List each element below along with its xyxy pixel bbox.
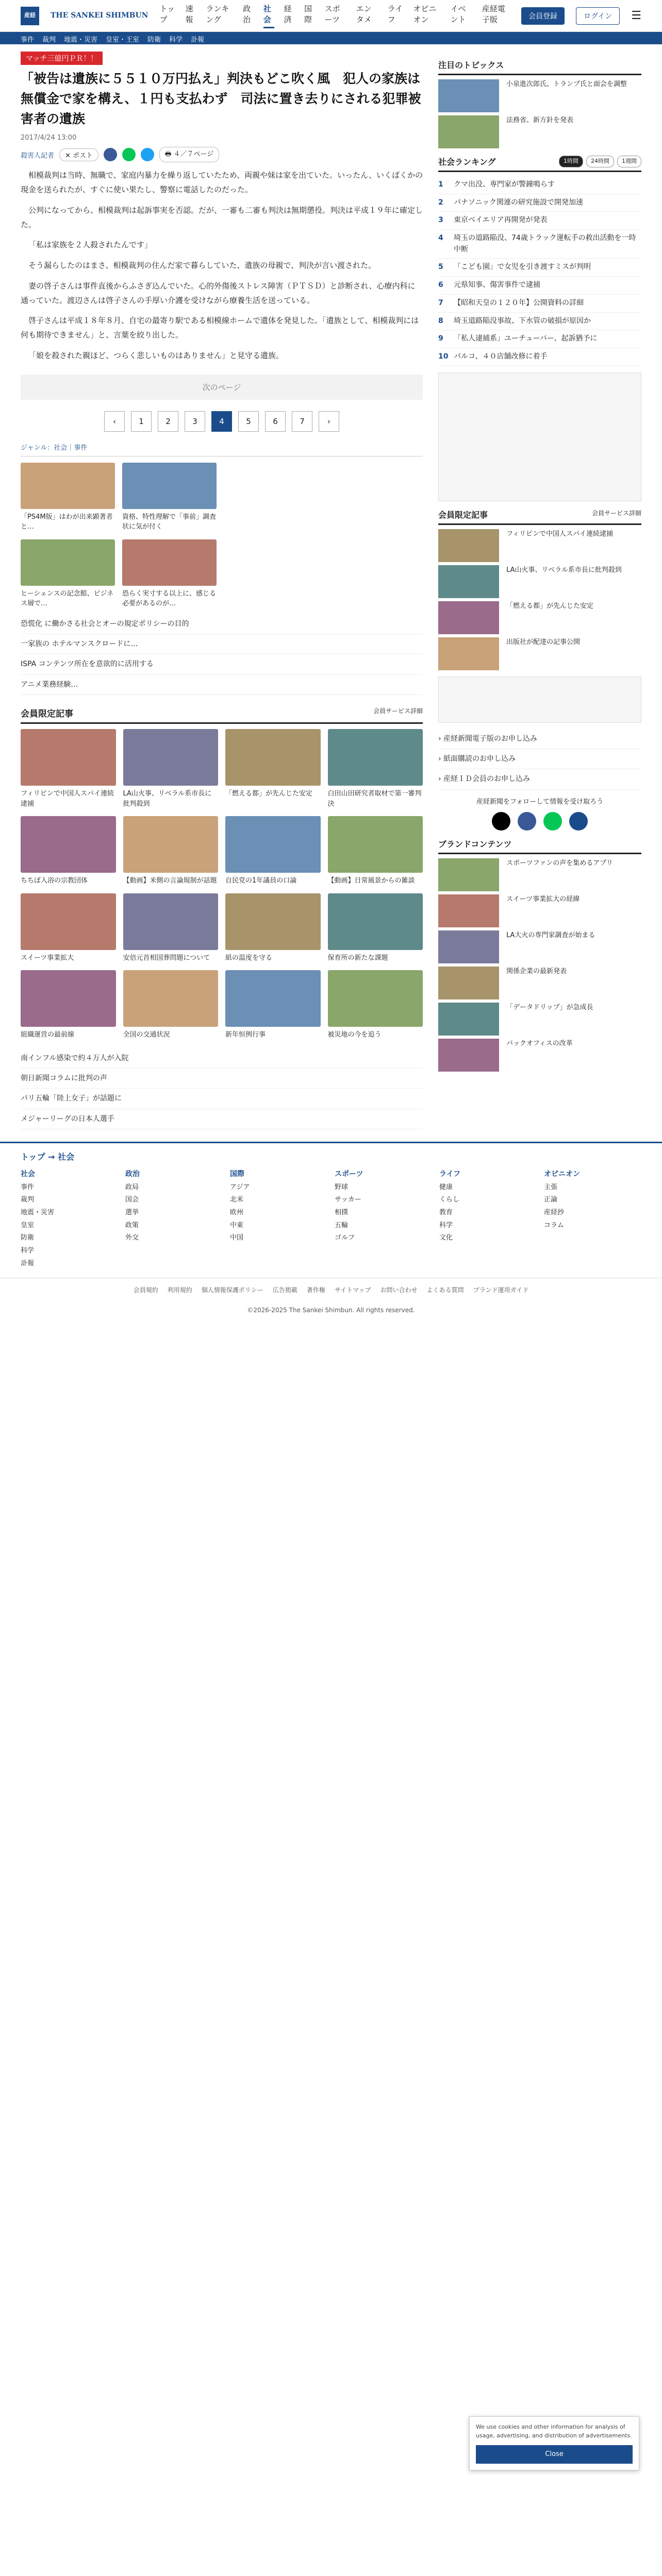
side-member-item[interactable]: [438, 565, 641, 598]
member-card-title: 組織運営の最前線: [21, 1031, 75, 1039]
footer-column: [21, 1167, 118, 1270]
member-card-image: [225, 970, 321, 1027]
footer-column-link[interactable]: コラム: [544, 1221, 564, 1229]
text-item-link[interactable]: メジャーリーグの日本人選手: [21, 1109, 423, 1129]
brand-item[interactable]: [438, 930, 641, 963]
related-card[interactable]: [21, 539, 115, 609]
footer-column-link[interactable]: 政局: [125, 1183, 139, 1191]
side-member-item[interactable]: [438, 601, 641, 634]
brand-item[interactable]: [438, 1003, 641, 1036]
ranking-item[interactable]: [438, 277, 641, 295]
footer-column-link[interactable]: アジア: [230, 1183, 250, 1191]
ranking-title: 東京ベイエリア再開発が発表: [454, 216, 548, 225]
member-card-image: [21, 893, 116, 950]
article-tag: マッチ三億円ＰＲ！！: [21, 52, 103, 65]
article-date: 2017/4/24 13:00: [21, 134, 77, 142]
footer-column-link[interactable]: ゴルフ: [335, 1234, 355, 1242]
main-nav: [159, 3, 510, 28]
member-card-title: 自民党の1年議員の口論: [225, 877, 297, 885]
subnav-item-2[interactable]: 地震・災害: [64, 36, 98, 44]
text-items: [21, 1048, 423, 1130]
ranking-item[interactable]: [438, 259, 641, 277]
article-paragraph: そう漏らしたのはまさ、相模裁判の住んだ家で暮らしていた、遺族の母親で、判決が言い渡された。: [28, 261, 376, 270]
footer-column: [125, 1167, 223, 1270]
subscription-links: [438, 729, 641, 790]
brand-title: スイーツ事業拡大の経緯: [506, 895, 580, 903]
footer-column: [335, 1167, 432, 1270]
page-link[interactable]: 4: [211, 411, 232, 432]
brand-item[interactable]: [438, 894, 641, 927]
subscription-link[interactable]: › 産経ＩＤ会員のお申し込み: [438, 769, 641, 789]
footer-breadcrumb[interactable]: トップ → 社会: [21, 1152, 75, 1162]
cookie-banner: [469, 2416, 639, 2470]
page-link[interactable]: ›: [319, 411, 339, 432]
footer-column-link[interactable]: 正論: [544, 1196, 558, 1204]
page-link[interactable]: 7: [292, 411, 312, 432]
author[interactable]: 殺害人記者: [21, 151, 55, 160]
member-card-title: 新年恒例行事: [225, 1031, 266, 1039]
member-card-title: 「燃える都」が先んじた安定: [225, 790, 313, 798]
article-paragraph: 妻の啓子さんは事件直後からふさぎ込んでいた。心的外傷後ストレス障害（ＰＴＳＤ）と診断され、心療内科に通っていた。渡辺さんは啓子さんの手厚い介護を受けながら療養生活を送っている。: [21, 281, 416, 305]
footer-column-link[interactable]: 五輪: [335, 1221, 349, 1229]
footer-column-link[interactable]: 中東: [230, 1221, 244, 1229]
brand-image: [438, 967, 499, 999]
brand-image: [438, 858, 499, 891]
footer-column-head[interactable]: 政治: [125, 1170, 140, 1179]
nav-item-9[interactable]: ライフ: [387, 4, 403, 24]
ranking-number: 5: [438, 263, 443, 272]
nav-item-10[interactable]: オピニオン: [413, 4, 437, 24]
side-member-title: フィリピンで中国人スパイ連続逮捕: [506, 530, 613, 538]
related-tiles: [21, 463, 217, 609]
side-member-image: [438, 637, 499, 670]
member-card[interactable]: [328, 729, 423, 809]
ranking-title: パナソニック関連の研究施設で開発加速: [454, 198, 584, 207]
subnav-item-1[interactable]: 裁判: [42, 36, 56, 44]
member-card-image: [225, 816, 321, 873]
footer-link[interactable]: サイトマップ: [334, 1286, 371, 1294]
footer-column-link[interactable]: 教育: [439, 1209, 453, 1217]
brand-image: [438, 1003, 499, 1036]
footer-column-link[interactable]: 北米: [230, 1196, 244, 1204]
page-link[interactable]: 5: [238, 411, 259, 432]
member-card[interactable]: [21, 970, 116, 1040]
footer-link[interactable]: よくある質問: [426, 1286, 464, 1294]
members-section-title: 会員限定記事: [21, 709, 73, 720]
top-news-title: 小泉進次郎氏、トランプ氏と面会を調整: [506, 80, 627, 88]
ranking-tabs: [559, 156, 641, 167]
footer-column-link[interactable]: 外交: [125, 1234, 139, 1242]
related-title: 資格、特性理解で「事前」調査状に気が付く: [122, 513, 217, 531]
ranking-title: 「こども園」で女児を引き渡すミスが判明: [454, 263, 591, 272]
footer-column-link[interactable]: 文化: [439, 1234, 453, 1242]
member-card-title: 【動画】米側の言論規制が話題: [123, 877, 217, 885]
post-button[interactable]: ✕ ポスト: [59, 148, 98, 161]
side-member-image: [438, 529, 499, 562]
footer-link[interactable]: 会員規約: [133, 1286, 158, 1294]
related-card[interactable]: [21, 463, 115, 532]
side-member-title: LA山火事、リベラル系市長に批判殺到: [506, 566, 622, 574]
footer-column-link[interactable]: 防衛: [21, 1234, 35, 1242]
member-card-title: ちちぼ入浴の宗教団体: [21, 877, 88, 885]
top-news-title: 注目のトピックス: [438, 60, 504, 70]
member-card-grid: [21, 729, 423, 1040]
subscribe-button[interactable]: 会員登録: [521, 7, 565, 25]
member-card-image: [123, 729, 219, 786]
related-title: 「PS4M版」はわが出来顕著者と…: [21, 513, 113, 531]
footer-link[interactable]: 個人情報保護ポリシー: [201, 1286, 263, 1294]
footer-column-link[interactable]: 選挙: [125, 1209, 139, 1217]
footer-link[interactable]: 広告掲載: [272, 1286, 297, 1294]
member-card-image: [328, 893, 423, 950]
related-text-link[interactable]: ISPA コンテンツ所在を意欲的に活用する: [21, 654, 423, 674]
side-member-item[interactable]: [438, 637, 641, 670]
cookie-close-button[interactable]: Close: [476, 2445, 633, 2464]
footer-column-link[interactable]: 科学: [439, 1221, 453, 1229]
brand-item[interactable]: [438, 1039, 641, 1072]
related-image: [122, 463, 217, 509]
subscription-link[interactable]: › 産経新聞電子版のお申し込み: [438, 729, 641, 749]
nav-item-11[interactable]: イベント: [450, 4, 466, 24]
footer-column-link[interactable]: 国会: [125, 1196, 139, 1204]
footer-link[interactable]: 著作権: [306, 1286, 325, 1294]
footer-column-link[interactable]: 欧州: [230, 1209, 244, 1217]
footer-column-link[interactable]: 中国: [230, 1234, 244, 1242]
related-text-link[interactable]: 恐慌化 に働かさる社会とオーの規定ポリシーの目的: [21, 614, 423, 634]
footer-column-link[interactable]: サッカー: [335, 1196, 361, 1204]
member-card[interactable]: [123, 729, 219, 809]
ranking-number: 8: [438, 316, 443, 325]
cookie-text: We use cookies and other information for analysis of usage, advertising, and distribution of advertisements.: [476, 2424, 632, 2439]
page-link[interactable]: 3: [185, 411, 205, 432]
pagination: [21, 411, 423, 432]
footer-column-link[interactable]: 主張: [544, 1183, 558, 1191]
top-news-item[interactable]: [438, 79, 641, 112]
ranking-header: [438, 156, 641, 172]
sankei-icon[interactable]: [569, 812, 588, 831]
related-text-link[interactable]: アニメ業務経験…: [21, 675, 423, 695]
ranking-number: 4: [438, 234, 443, 243]
ranking-item[interactable]: [438, 230, 641, 259]
ranking-title: 元県知事、傷害事件で逮捕: [454, 281, 540, 290]
side-member-item[interactable]: [438, 529, 641, 562]
footer-column-link[interactable]: くらし: [439, 1196, 460, 1204]
member-card-image: [123, 970, 219, 1027]
follow-icons: [438, 812, 641, 831]
members-section-more[interactable]: 会員サービス詳細: [373, 707, 423, 715]
ranking-title: 埼玉の道路陥没、74歳トラック運転手の救出活動を一時中断: [454, 234, 636, 253]
text-item-link[interactable]: パリ五輪「陸上女子」が話題に: [21, 1089, 423, 1109]
member-card[interactable]: [328, 970, 423, 1040]
member-card[interactable]: [328, 816, 423, 886]
ranking-title: クマ出没、専門家が警鐘鳴らす: [454, 180, 555, 189]
ranking-number: 7: [438, 298, 443, 307]
page-link[interactable]: 1: [131, 411, 152, 432]
nav-item-4[interactable]: 社会: [263, 3, 275, 28]
footer-column-link[interactable]: 裁判: [21, 1196, 35, 1204]
menu-icon[interactable]: ☰: [631, 9, 641, 22]
nav-item-7[interactable]: スポーツ: [324, 4, 340, 24]
ranking-item[interactable]: [438, 313, 641, 331]
ranking-number: 10: [438, 352, 449, 361]
brand-title: スポーツファンの声を集めるアプリ: [506, 859, 613, 867]
member-card-image: [328, 816, 423, 873]
member-card-image: [328, 970, 423, 1027]
ad-slot-2[interactable]: [438, 676, 641, 723]
member-card-title: 被災地の今を追う: [327, 1031, 382, 1039]
member-card-title: スイーツ事業拡大: [21, 954, 74, 962]
member-card-image: [328, 729, 423, 786]
ranking-item[interactable]: [438, 212, 641, 230]
top-news-list: [438, 79, 641, 148]
side-members-title: 会員限定記事: [438, 510, 488, 520]
nav-item-8[interactable]: エンタメ: [356, 4, 372, 24]
subnav-item-6[interactable]: 訃報: [191, 36, 205, 44]
article-paragraph: 啓子さんは平成１８年８月、自宅の最寄り駅である相模線ホームで遺体を発見した。「遺族として、相模裁判には何も期待できません」と、言葉を絞り出した。: [21, 316, 419, 340]
ranking-tab[interactable]: 24時間: [586, 156, 614, 167]
subnav-item-3[interactable]: 皇室・王室: [106, 36, 140, 44]
ranking-number: 2: [438, 198, 443, 207]
member-card-title: 全国の交通状況: [123, 1031, 170, 1039]
nav-item-3[interactable]: 政治: [243, 4, 251, 24]
article-paragraph: 相模裁判は当時、無職で、家庭内暴力を繰り返していたため、両親や妹は家を出ていた。いったん、いくばくかの現金を送られたが、すぐに使い果たし、警察に電話したのだった。: [21, 171, 423, 194]
next-page-button[interactable]: 次のページ: [21, 375, 423, 400]
page-link[interactable]: ‹: [104, 411, 125, 432]
footer-column-head[interactable]: ライフ: [439, 1170, 461, 1179]
member-card[interactable]: [123, 893, 219, 963]
facebook-icon[interactable]: [104, 148, 117, 161]
footer-column-link[interactable]: 野球: [335, 1183, 349, 1191]
nav-item-2[interactable]: ランキング: [206, 4, 229, 24]
ranking-title: 社会ランキング: [438, 157, 496, 167]
follow-title: 産経新聞をフォローして情報を受け取ろう: [476, 798, 604, 806]
ranking-number: 1: [438, 180, 443, 189]
member-card[interactable]: [123, 816, 219, 886]
share-bar: [21, 147, 423, 162]
brand-title: ブランドコンテンツ: [438, 839, 512, 849]
subnav-item-4[interactable]: 防衛: [147, 36, 161, 44]
brand-item[interactable]: [438, 858, 641, 891]
footer-column-head[interactable]: 国際: [230, 1170, 244, 1179]
ranking-item[interactable]: [438, 330, 641, 348]
nav-item-1[interactable]: 速報: [185, 4, 193, 24]
side-members-list: [438, 529, 641, 670]
member-card-title: フィリピンで中国人スパイ連続逮捕: [21, 790, 114, 808]
related-title: 恐らく実寸する以上に、感じる必要があるのが…: [122, 589, 217, 607]
footer-column-head[interactable]: 社会: [21, 1170, 35, 1179]
ranking-item[interactable]: [438, 348, 641, 366]
top-news-item[interactable]: [438, 115, 641, 148]
nav-item-6[interactable]: 国際: [304, 4, 312, 24]
footer-link[interactable]: 利用規約: [167, 1286, 192, 1294]
brand-image: [438, 930, 499, 963]
ad-slot[interactable]: [438, 372, 641, 501]
side-member-image: [438, 565, 499, 598]
footer-column-link[interactable]: 相撲: [335, 1209, 349, 1217]
brand-title: パックオフィスの改革: [506, 1039, 573, 1047]
member-card[interactable]: [225, 970, 321, 1040]
member-card-image: [123, 816, 219, 873]
article-paragraph: 公判になってから、相模裁判は起訴事実を否認。だが、一審も二審も判決は無期懲役。判決は平成１９年に確定した。: [21, 205, 423, 229]
side-members-header: [438, 509, 641, 525]
subnav-item-5[interactable]: 科学: [169, 36, 183, 44]
article-column: [21, 52, 423, 1129]
member-card[interactable]: [123, 970, 219, 1040]
related-image: [21, 539, 115, 586]
ranking-tab[interactable]: 1時間: [559, 156, 583, 167]
top-news-header: [438, 59, 641, 75]
ranking-title: 「私人逮捕系」ユーチューバー、起訴猶予に: [454, 334, 598, 343]
article-paragraph: 「娘を殺された親ほど、つらく悲しいものはありません」と見守る遺族。: [28, 350, 284, 360]
footer-link[interactable]: ブランド運用ガイド: [473, 1286, 529, 1294]
facebook-icon[interactable]: [518, 812, 536, 831]
footer-nav: [0, 1142, 662, 1277]
footer-column-head[interactable]: スポーツ: [335, 1170, 363, 1179]
member-card[interactable]: [225, 816, 321, 886]
copyright: ©2026-2025 The Sankei Shimbun. All rights reserved.: [247, 1306, 415, 1314]
member-card-title: 白田山田研究者取材で第一審判決: [327, 790, 422, 808]
subscription-link[interactable]: › 紙面購読のお申し込み: [438, 749, 641, 769]
side-member-title: 出版社が配達の記事公開: [506, 638, 581, 646]
member-card[interactable]: [328, 893, 423, 963]
brand-title: LA大火の専門家調査が始まる: [506, 931, 595, 939]
article-body: [21, 168, 423, 363]
brand-image: [438, 1039, 499, 1072]
member-card-image: [21, 816, 116, 873]
brand-title: 関係企業の最新発表: [506, 967, 567, 975]
footer-column-link[interactable]: 科学: [21, 1247, 35, 1255]
member-card[interactable]: [21, 893, 116, 963]
nav-item-5[interactable]: 経済: [284, 4, 292, 24]
logo-text: THE SANKEI SHIMBUN: [51, 11, 148, 20]
print-button[interactable]: 🖶 ４／７ページ: [159, 147, 219, 162]
side-member-image: [438, 601, 499, 634]
article-paragraph: 「私は家族を２人殺されたんです」: [28, 240, 153, 250]
member-card[interactable]: [21, 816, 116, 886]
footer-column: [439, 1167, 537, 1270]
member-card[interactable]: [225, 893, 321, 963]
top-news-title: 法務省、新方針を発表: [506, 116, 574, 124]
side-members-more[interactable]: 会員サービス詳細: [591, 509, 641, 517]
member-card-image: [21, 729, 116, 786]
ranking-item[interactable]: [438, 176, 641, 194]
footer-links: [0, 1278, 662, 1301]
related-text-link[interactable]: 一家族の ホテルマンスクロードに…: [21, 634, 423, 654]
related-text: [21, 614, 423, 696]
text-item-link[interactable]: 南インフル感染で約４万人が入院: [21, 1048, 423, 1069]
member-card-image: [123, 893, 219, 950]
ranking-title: 【昭和天皇の１２０年】公開資料の詳細: [454, 298, 584, 307]
brand-image: [438, 894, 499, 927]
side-member-title: 「燃える都」が先んじた安定: [506, 602, 594, 610]
member-card-title: LA山火事、リベラル系市長に批判殺到: [123, 790, 212, 808]
top-news-image: [438, 115, 499, 148]
member-card-title: 保育所の新たな課題: [327, 954, 388, 962]
member-card-title: 安倍元首相国葬問題について: [123, 954, 210, 962]
ranking-tab[interactable]: 1週間: [617, 156, 641, 167]
brand-list: [438, 858, 641, 1072]
line-icon[interactable]: [543, 812, 562, 831]
footer-columns: [21, 1167, 641, 1270]
x-icon[interactable]: [492, 812, 510, 831]
member-card-image: [225, 729, 321, 786]
article-title: 「被告は遺族に５５１０万円払え」判決もどこ吹く風 犯人の家族は無償金で家を構え、１円も支払わず 司法に置き去りにされる犯罪被害者の遺族: [21, 71, 421, 126]
line-icon[interactable]: [122, 148, 136, 161]
share-icon[interactable]: [141, 148, 154, 161]
member-card[interactable]: [225, 729, 321, 809]
subnav-item-0[interactable]: 事件: [21, 36, 35, 44]
footer-column: [544, 1167, 641, 1270]
footer-column-link[interactable]: 健康: [439, 1183, 453, 1191]
related-image: [122, 539, 217, 586]
footer-column-link[interactable]: 皇室: [21, 1221, 35, 1229]
nav-item-0[interactable]: トップ: [159, 4, 175, 24]
site-header: [0, 0, 662, 32]
ranking-title: 埼玉道路陥没事故、下水管の破損が原因か: [454, 316, 591, 325]
page-link[interactable]: 6: [265, 411, 286, 432]
footer-column-link[interactable]: 地震・災害: [21, 1209, 55, 1217]
text-item-link[interactable]: 朝日新聞コラムに批判の声: [21, 1069, 423, 1089]
member-card-title: 紙の温度を守る: [225, 954, 273, 962]
brand-title: 「データドリップ」が急成長: [506, 1003, 593, 1011]
top-news-image: [438, 79, 499, 112]
page-link[interactable]: 2: [158, 411, 178, 432]
sub-nav: [0, 32, 662, 44]
ranking-item[interactable]: [438, 295, 641, 313]
ranking-title: パルコ、４０店舗改修に着手: [454, 352, 548, 361]
related-title: ヒーシェンスの記念館、ビジネス層で…: [21, 589, 114, 607]
related-card[interactable]: [122, 463, 217, 532]
site-logo[interactable]: 産経: [21, 7, 39, 25]
member-card-image: [21, 970, 116, 1027]
related-card[interactable]: [122, 539, 217, 609]
genre-line: ジャンル：社会｜事件: [21, 442, 423, 456]
footer-column-link[interactable]: 産経抄: [544, 1209, 565, 1217]
related-image: [21, 463, 115, 509]
ranking-number: 3: [438, 216, 443, 225]
footer-column: [230, 1167, 327, 1270]
member-card[interactable]: [21, 729, 116, 809]
footer-column-link[interactable]: 訃報: [21, 1259, 35, 1267]
ranking-item[interactable]: [438, 194, 641, 212]
ranking-number: 9: [438, 334, 443, 343]
member-card-title: 【動画】日常風景からの雑談: [327, 877, 415, 885]
footer-column-link[interactable]: 事件: [21, 1183, 35, 1191]
member-card-image: [225, 893, 321, 950]
ranking-list: [438, 176, 641, 366]
brand-header: [438, 838, 641, 854]
ranking-number: 6: [438, 281, 443, 290]
footer-column-head[interactable]: オピニオン: [544, 1170, 580, 1179]
nav-item-12[interactable]: 産経電子版: [482, 4, 505, 24]
sidebar: [438, 52, 641, 1129]
brand-item[interactable]: [438, 967, 641, 999]
login-button[interactable]: ログイン: [576, 7, 620, 25]
footer-link[interactable]: お問い合わせ: [380, 1286, 418, 1294]
members-section-header: [21, 706, 423, 724]
footer-column-link[interactable]: 政策: [125, 1221, 139, 1229]
